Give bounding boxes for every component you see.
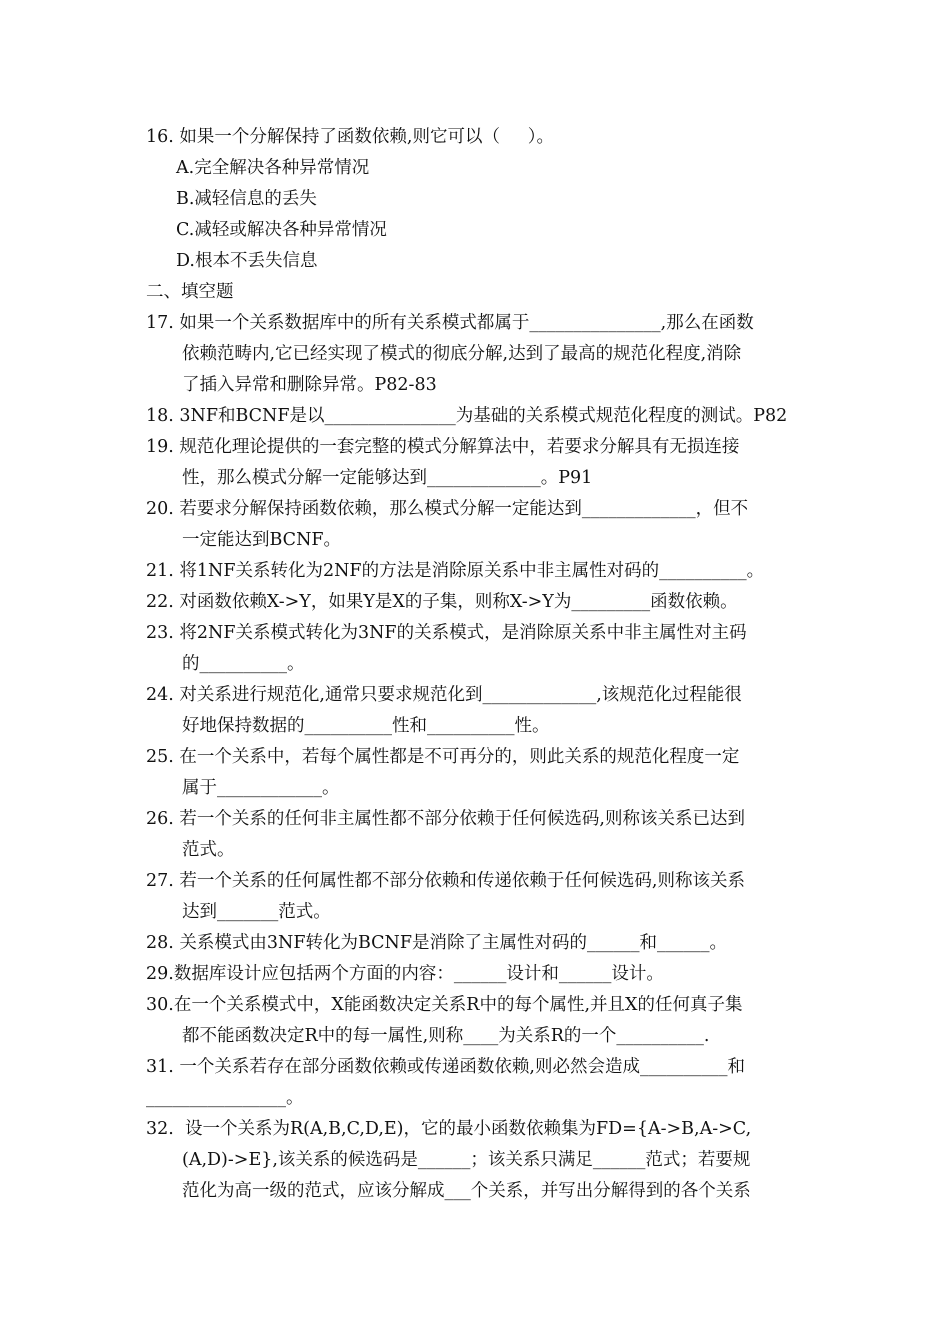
q32-line-2: (A,D)->E},该关系的候选码是______；该关系只满足______范式；若要规: [182, 1150, 751, 1170]
section-title: 二、填空题: [146, 282, 234, 302]
q16-option-c: C.减轻或解决各种异常情况: [176, 220, 387, 240]
q29-line-1: 29.数据库设计应包括两个方面的内容：______设计和______设计。: [146, 964, 664, 984]
q17-line-3: 了插入异常和删除异常。P82-83: [182, 375, 437, 395]
q30-line-2: 都不能函数决定R中的每一属性,则称____为关系R的一个__________.: [182, 1026, 710, 1046]
q31-line-2: ________________。: [146, 1088, 304, 1108]
q21-line-1: 21. 将1NF关系转化为2NF的方法是消除原关系中非主属性对码的__________。: [146, 561, 765, 581]
q17-line-2: 依赖范畴内,它已经实现了模式的彻底分解,达到了最高的规范化程度,消除: [182, 344, 742, 364]
q32-line-1: 32. 设一个关系为R(A,B,C,D,E)，它的最小函数依赖集为FD={A->B,A->C,: [146, 1119, 752, 1139]
q20-line-1: 20. 若要求分解保持函数依赖，那么模式分解一定能达到_____________，但不: [146, 499, 749, 519]
q24-line-2: 好地保持数据的__________性和__________性。: [182, 716, 550, 736]
q23-line-1: 23. 将2NF关系模式转化为3NF的关系模式，是消除原关系中非主属性对主码: [146, 623, 747, 643]
q32-line-3: 范化为高一级的范式，应该分解成___个关系，并写出分解得到的各个关系: [182, 1181, 751, 1201]
q19-line-1: 19. 规范化理论提供的一套完整的模式分解算法中，若要求分解具有无损连接: [146, 437, 740, 457]
q18-line-1: 18. 3NF和BCNF是以_______________为基础的关系模式规范化程度的测试。P82: [146, 406, 788, 426]
q25-line-1: 25. 在一个关系中，若每个属性都是不可再分的，则此关系的规范化程度一定: [146, 747, 740, 767]
q22-line-1: 22. 对函数依赖X->Y，如果Y是X的子集，则称X->Y为_________函数依赖。: [146, 592, 738, 612]
q28-line-1: 28. 关系模式由3NF转化为BCNF是消除了主属性对码的______和______。: [146, 933, 728, 953]
q20-line-2: 一定能达到BCNF。: [182, 530, 342, 550]
q16-option-a: A.完全解决各种异常情况: [176, 158, 370, 178]
q23-line-2: 的__________。: [182, 654, 305, 674]
q16-stem: 16. 如果一个分解保持了函数依赖,则它可以（ ）。: [146, 127, 555, 147]
q24-line-1: 24. 对关系进行规范化,通常只要求规范化到_____________,该规范化过程能很: [146, 685, 742, 705]
q31-line-1: 31. 一个关系若存在部分函数依赖或传递函数依赖,则必然会造成__________和: [146, 1057, 745, 1077]
q27-line-2: 达到_______范式。: [182, 902, 331, 922]
q17-line-1: 17. 如果一个关系数据库中的所有关系模式都属于_______________,那么在函数: [146, 313, 754, 333]
q19-line-2: 性，那么模式分解一定能够达到_____________。P91: [182, 468, 593, 488]
q16-option-d: D.根本不丢失信息: [176, 251, 318, 271]
q25-line-2: 属于____________。: [182, 778, 340, 798]
q26-line-1: 26. 若一个关系的任何非主属性都不部分依赖于任何候选码,则称该关系已达到: [146, 809, 745, 829]
q26-line-2: 范式。: [182, 840, 235, 860]
q16-option-b: B.减轻信息的丢失: [176, 189, 317, 209]
q27-line-1: 27. 若一个关系的任何属性都不部分依赖和传递依赖于任何候选码,则称该关系: [146, 871, 745, 891]
q30-line-1: 30.在一个关系模式中，X能函数决定关系R中的每个属性,并且X的任何真子集: [146, 995, 743, 1015]
